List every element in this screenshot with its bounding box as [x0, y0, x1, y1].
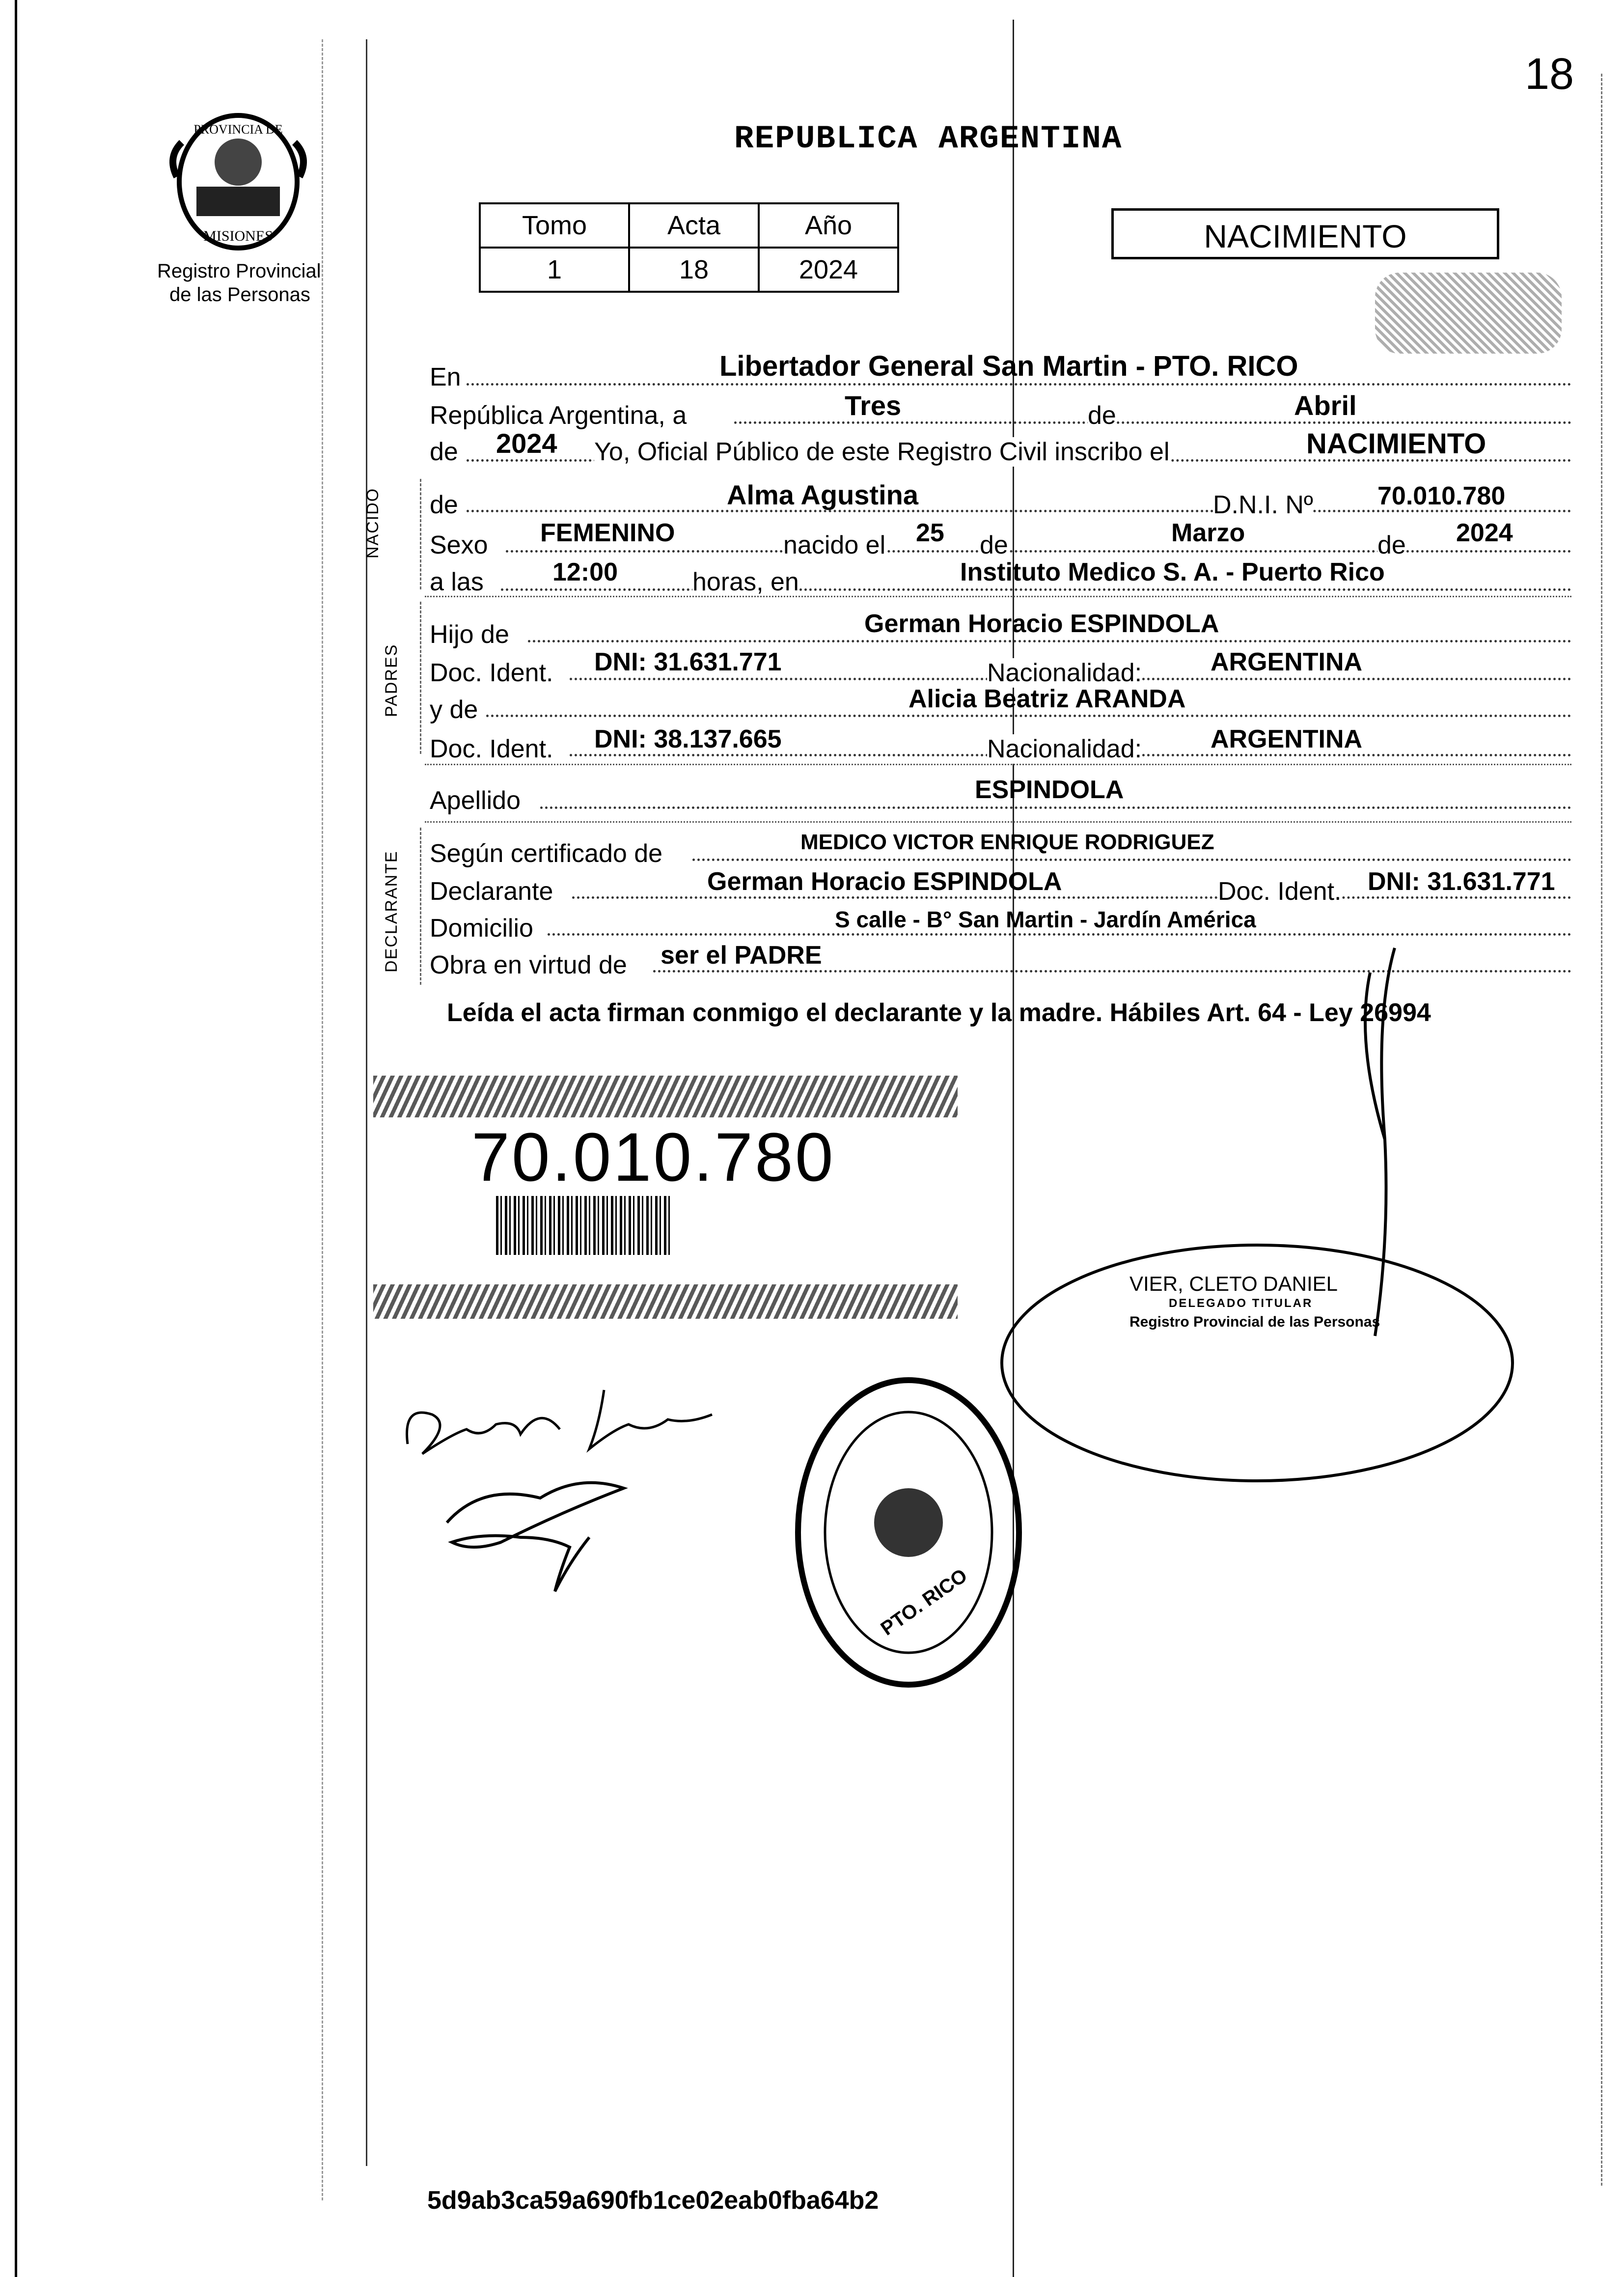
acta-value: 18 — [629, 248, 759, 292]
label-horas-en: horas, en — [692, 568, 799, 596]
anio-value: 2024 — [759, 248, 898, 292]
logo-top-text: PROVINCIA DE — [193, 122, 283, 137]
year-value: 2024 — [496, 428, 557, 459]
cert-value: MEDICO VICTOR ENRIQUE RODRIGUEZ — [800, 830, 1214, 854]
signature-mother — [393, 1375, 746, 1611]
birth-year: 2024 — [1456, 519, 1513, 547]
label-y-de: y de — [430, 695, 478, 724]
mother-nationality: ARGENTINA — [1211, 725, 1363, 753]
delegation-seal — [793, 1375, 1024, 1690]
stamp-role: DELEGADO TITULAR — [1169, 1297, 1313, 1310]
dni-sticker — [373, 1071, 958, 1321]
label-en: En — [430, 363, 461, 391]
dots — [528, 640, 1571, 642]
day-value: Tres — [845, 390, 902, 421]
child-dni: 70.010.780 — [1377, 482, 1506, 510]
logo-caption-1: Registro Provincial — [157, 260, 321, 282]
acta-header: Acta — [629, 203, 759, 248]
label-de2: de — [430, 438, 458, 466]
father-nationality: ARGENTINA — [1211, 648, 1363, 676]
domicilio-value: S calle - B° San Martin - Jardín América — [835, 907, 1256, 932]
apellido-value: ESPINDOLA — [975, 776, 1124, 804]
section-bracket-nacido — [420, 479, 421, 589]
label-domicilio: Domicilio — [430, 914, 533, 943]
inscribe-value: NACIMIENTO — [1306, 428, 1486, 460]
document-hash: 5d9ab3ca59a690fb1ce02eab0fba64b2 — [427, 2186, 879, 2215]
mother-doc: DNI: 38.137.665 — [594, 725, 782, 753]
place-value: Libertador General San Martin - PTO. RICO — [719, 350, 1298, 382]
mother-name: Alicia Beatriz ARANDA — [908, 685, 1186, 713]
tomo-value: 1 — [480, 248, 629, 292]
dots — [572, 896, 1571, 899]
label-nac-mother: Nacionalidad: — [987, 735, 1142, 763]
page-number: 18 — [1525, 50, 1574, 99]
declarante-doc: DNI: 31.631.771 — [1368, 867, 1555, 896]
label-certificado: Según certificado de — [430, 839, 663, 868]
oficial-text: Yo, Oficial Público de este Registro Civil inscribo el — [594, 438, 1170, 466]
side-label-declarante: DECLARANTE — [382, 850, 401, 972]
tomo-header: Tomo — [480, 203, 629, 248]
record-table — [479, 202, 899, 293]
dots — [501, 588, 1571, 591]
stamp-office: Registro Provincial de las Personas — [1129, 1314, 1380, 1330]
record-type-box: NACIMIENTO — [1111, 208, 1499, 259]
dots — [692, 859, 1571, 861]
label-declarante: Declarante — [430, 877, 553, 906]
side-label-padres: PADRES — [382, 643, 401, 717]
label-dni: D.N.I. Nº — [1213, 491, 1313, 519]
dots — [734, 421, 1571, 424]
label-nac-father: Nacionalidad: — [987, 659, 1142, 687]
separator — [425, 821, 1571, 823]
left-edge-line — [15, 0, 17, 2277]
label-a-las: a las — [430, 568, 484, 596]
dots — [506, 550, 1571, 553]
hologram-seal — [1375, 273, 1562, 354]
sticker-pattern-bottom — [373, 1284, 958, 1319]
separator — [425, 764, 1571, 765]
dots — [467, 383, 1571, 386]
sexo-value: FEMENINO — [540, 519, 675, 547]
sticker-number: 70.010.780 — [471, 1118, 835, 1195]
father-doc: DNI: 31.631.771 — [594, 648, 782, 676]
label-nacido-el: nacido el — [783, 531, 886, 559]
barcode — [496, 1196, 673, 1255]
obra-value: ser el PADRE — [661, 941, 822, 970]
closing-text: Leída el acta firman conmigo el declarante y la madre. Hábiles Art. 64 - Ley 26994 — [447, 999, 1431, 1027]
label-apellido: Apellido — [430, 786, 521, 815]
dots — [548, 933, 1571, 936]
label-doc-mother: Doc. Ident. — [430, 735, 553, 763]
label-hijo-de: Hijo de — [430, 620, 509, 649]
label-doc-declarante: Doc. Ident. — [1218, 877, 1342, 906]
father-name: German Horacio ESPINDOLA — [864, 610, 1219, 638]
birth-place: Instituto Medico S. A. - Puerto Rico — [960, 558, 1385, 586]
label-de-mes: de — [980, 531, 1008, 559]
side-label-nacido: NACIDO — [363, 487, 382, 559]
declarante-name: German Horacio ESPINDOLA — [707, 867, 1062, 896]
right-edge-dash — [1601, 74, 1602, 2186]
section-bracket-declarante — [420, 828, 421, 985]
label-obra: Obra en virtud de — [430, 951, 627, 979]
label-sexo: Sexo — [430, 531, 488, 559]
margin-line — [366, 39, 367, 2166]
dots — [540, 806, 1571, 809]
label-doc-father: Doc. Ident. — [430, 659, 553, 687]
separator — [425, 596, 1571, 597]
label-republica: República Argentina, a — [430, 401, 687, 430]
stamp-name: VIER, CLETO DANIEL — [1129, 1272, 1338, 1295]
label-de-anio: de — [1377, 531, 1406, 559]
birth-month: Marzo — [1171, 519, 1245, 547]
section-bracket-padres — [420, 602, 421, 754]
sticker-pattern-top — [373, 1076, 958, 1117]
label-de: de — [1088, 401, 1116, 430]
birth-time: 12:00 — [552, 558, 618, 586]
signature-official — [1326, 943, 1444, 1346]
month-value: Abril — [1294, 390, 1357, 421]
birth-day: 25 — [916, 519, 944, 547]
left-dash — [322, 39, 323, 2200]
child-name: Alma Agustina — [727, 479, 918, 510]
document-title: REPUBLICA ARGENTINA — [734, 120, 1123, 157]
seal-inner-text: PTO. RICO — [877, 1564, 971, 1640]
dots — [486, 715, 1571, 717]
logo-bottom-text: MISIONES — [203, 228, 273, 244]
label-de-nacido: de — [430, 491, 458, 519]
anio-header: Año — [759, 203, 898, 248]
province-logo — [167, 108, 309, 255]
logo-caption-2: de las Personas — [169, 284, 310, 305]
